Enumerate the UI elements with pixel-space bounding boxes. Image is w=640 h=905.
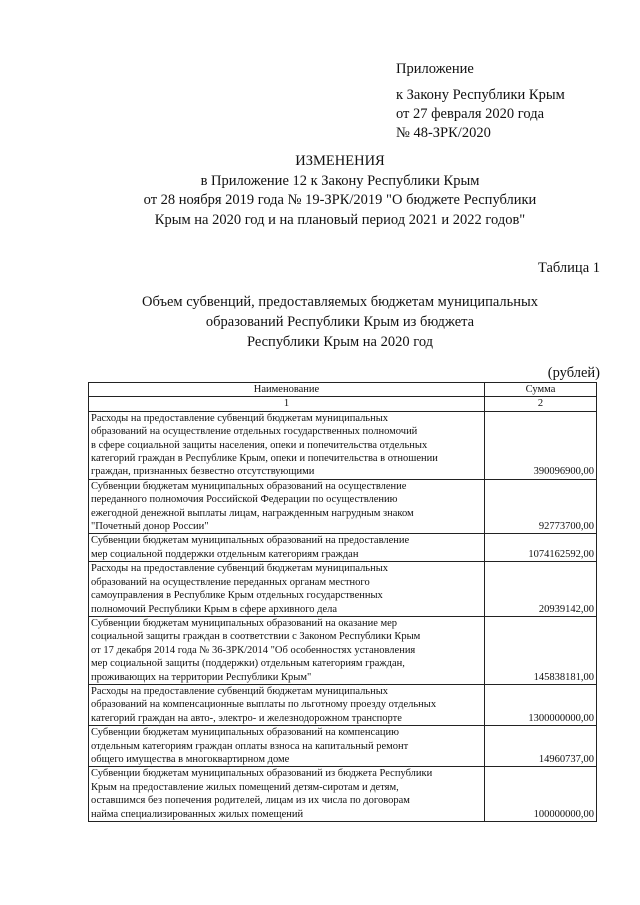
- table-row: [89, 767, 597, 822]
- row-name-line: в сфере социальной защиты населения, опеки и попечительства отдельных: [91, 439, 428, 451]
- table-body: [89, 411, 597, 821]
- table-row: [89, 479, 597, 534]
- row-name-line: Субвенции бюджетам муниципальных образований из бюджета Республики: [91, 768, 433, 780]
- row-name: [89, 616, 485, 684]
- row-name-line: от 17 декабря 2014 года № 36-ЗРК/2014 "Об особенностях установления: [91, 644, 416, 656]
- title-line-3: от 28 ноября 2019 года № 19-ЗРК/2019 "О бюджете Республики: [143, 192, 537, 208]
- header-sum: Сумма: [485, 383, 597, 397]
- row-sum: 390096900,00: [485, 411, 597, 479]
- row-name: [89, 479, 485, 534]
- row-name-line: образований на компенсационные выплаты по льготному проезду отдельных: [91, 699, 437, 711]
- row-name-line: переданного полномочия Российской Федерации по осуществлению: [91, 494, 398, 506]
- row-name-line: найма специализированных жилых помещений: [91, 808, 304, 820]
- row-name-line: самоуправления в Республике Крым отдельных государственных: [91, 590, 383, 602]
- title-line-4: Крым на 2020 год и на плановый период 2021 и 2022 годов": [154, 211, 526, 228]
- table-row: [89, 616, 597, 684]
- column-number-1: 1: [89, 397, 485, 411]
- row-name-line: Субвенции бюджетам муниципальных образований на оказание мер: [91, 617, 398, 629]
- row-name-line: ежегодной денежной выплаты лицам, награжденным нагрудным знаком: [91, 507, 414, 519]
- document-title: [80, 152, 600, 230]
- row-name-line: образований на осуществление переданных органам местного: [91, 576, 370, 588]
- subventions-table: [88, 382, 597, 822]
- row-name-line: Расходы на предоставление субвенций бюджетам муниципальных: [91, 412, 389, 424]
- row-name-line: Расходы на предоставление субвенций бюджетам муниципальных: [91, 563, 389, 575]
- table-row: [89, 726, 597, 767]
- table-number: Таблица 1: [537, 260, 600, 276]
- table-row: [89, 562, 597, 617]
- row-name-line: мер социальной защиты (поддержки) отдельным категориям граждан,: [91, 658, 405, 670]
- header-name: Наименование: [89, 383, 485, 397]
- row-sum: 100000000,00: [485, 767, 597, 822]
- row-name-line: категорий граждан в Республике Крым, опеки и попечительства в отношении: [91, 453, 438, 465]
- caption-line-2: образований Республики Крым из бюджета: [205, 314, 475, 330]
- annex-number: № 48-ЗРК/2020: [396, 125, 491, 141]
- caption-line-1: Объем субвенций, предоставляемых бюджетам муниципальных: [141, 294, 539, 310]
- table-row: [89, 411, 597, 479]
- row-name: [89, 562, 485, 617]
- row-name-line: Субвенции бюджетам муниципальных образований на осуществление: [91, 480, 407, 492]
- row-name-line: общего имущества в многоквартирном доме: [91, 753, 290, 765]
- row-sum: 1300000000,00: [485, 684, 597, 725]
- column-number-row: [89, 397, 597, 411]
- row-name-line: "Почетный донор России": [91, 521, 209, 533]
- row-name-line: оставшимся без попечения родителей, лицам из их числа по договорам: [91, 795, 410, 807]
- row-sum: 92773700,00: [485, 479, 597, 534]
- row-sum: 1074162592,00: [485, 534, 597, 562]
- row-name-line: Расходы на предоставление субвенций бюджетам муниципальных: [91, 685, 389, 697]
- row-name-line: образований на осуществление отдельных государственных полномочий: [91, 426, 418, 438]
- row-name-line: проживающих на территории Республики Крым": [91, 671, 312, 683]
- row-name-line: Субвенции бюджетам муниципальных образований на компенсацию: [91, 727, 399, 739]
- row-name-line: социальной защиты граждан в соответствии с Законом Республики Крым: [91, 631, 421, 643]
- caption-line-3: Республики Крым на 2020 год: [246, 334, 434, 350]
- title-line-2: в Приложение 12 к Закону Республики Крым: [200, 172, 480, 189]
- annex-date: от 27 февраля 2020 года: [396, 106, 545, 122]
- unit-label: (рублей): [547, 365, 600, 381]
- row-sum: 14960737,00: [485, 726, 597, 767]
- row-name-line: Крым на предоставление жилых помещений детям-сиротам и детям,: [91, 781, 399, 793]
- row-name: [89, 411, 485, 479]
- row-name-line: категорий граждан на авто-, электро- и железнодорожном транспорте: [91, 712, 402, 724]
- row-name: [89, 534, 485, 562]
- table-row: [89, 684, 597, 725]
- row-name-line: мер социальной поддержки отдельным категориям граждан: [91, 548, 359, 560]
- row-name: [89, 684, 485, 725]
- row-name: [89, 726, 485, 767]
- annex-label: Приложение: [396, 61, 474, 77]
- row-sum: 145838181,00: [485, 616, 597, 684]
- annex-block: [396, 60, 565, 143]
- annex-law: к Закону Республики Крым: [396, 87, 565, 103]
- table-caption: [80, 292, 600, 352]
- column-number-2: 2: [485, 397, 597, 411]
- row-name: [89, 767, 485, 822]
- row-name-line: отдельным категориям граждан оплаты взноса на капитальный ремонт: [91, 740, 409, 752]
- table-header-row: [89, 383, 597, 397]
- row-name-line: Субвенции бюджетам муниципальных образований на предоставление: [91, 535, 410, 547]
- row-name-line: граждан, признанных безвестно отсутствующими: [91, 466, 315, 478]
- title-line-1: ИЗМЕНЕНИЯ: [295, 153, 385, 169]
- row-name-line: полномочий Республики Крым в сфере архивного дела: [91, 603, 338, 615]
- table-row: [89, 534, 597, 562]
- row-sum: 20939142,00: [485, 562, 597, 617]
